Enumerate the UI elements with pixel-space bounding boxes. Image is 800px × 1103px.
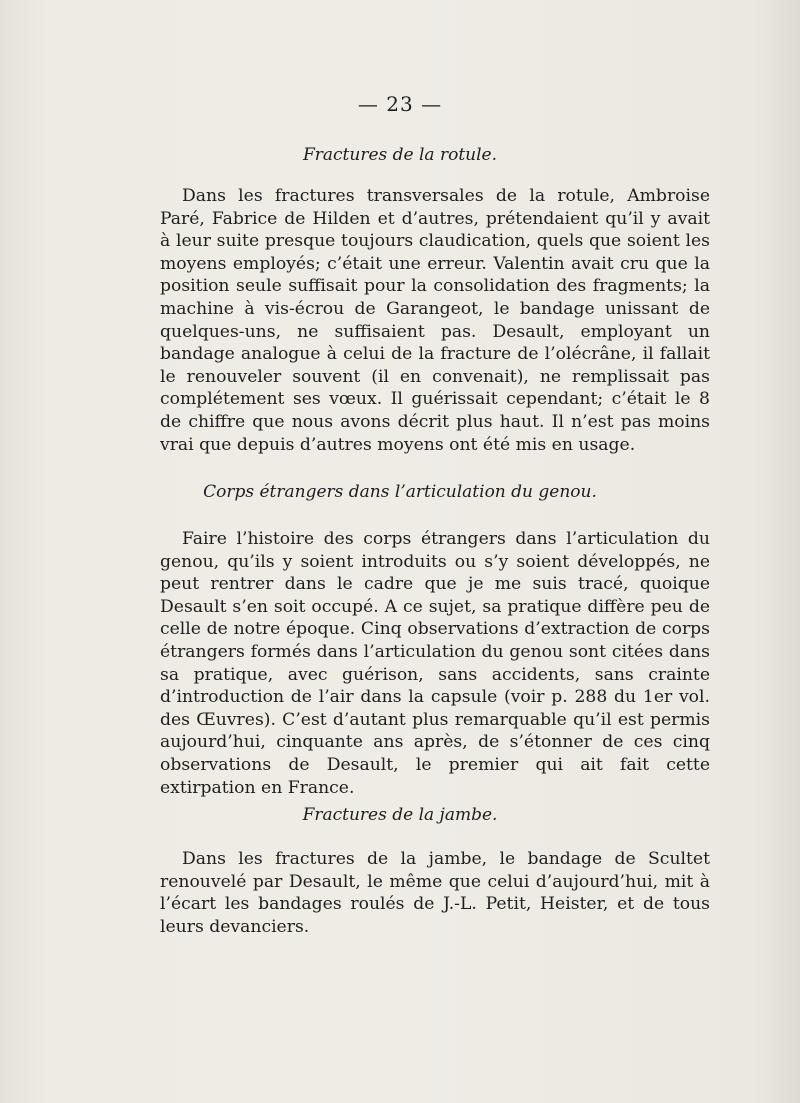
paragraph-corps-etrangers: Faire l’histoire des corps étrangers dans l’articulation du genou, qu’ils y soient introduits ou s’y soient développés, ne peut rentrer dans le cadre que je me suis tracé, quoique Desault s’en soit occupé. A ce sujet, sa pratique diffère peu de celle de notre époque. Cinq observations d’extraction de corps étrangers formés dans l’articulation du genou sont citées dans sa pratique, avec guérison, sans accidents, sans crainte d’introduction de l’air dans la capsule (voir p. 288 du 1er vol. des Œuvres). C’est d’autant plus remarquable qu’il est permis aujourd’hui, cinquante ans après, de s’étonner de ces cinq observations de Desault, le premier qui ait fait cette extirpation en France.	[160, 529, 710, 798]
section-heading-corps-etrangers: Corps étrangers dans l’articulation du genou.	[203, 482, 597, 502]
section-heading-rotule: Fractures de la rotule.	[302, 145, 498, 165]
paragraph-rotule: Dans les fractures transversales de la rotule, Ambroise Paré, Fabrice de Hilden et d’autres, prétendaient qu’il y avait à leur suite presque toujours claudication, quels que soient les moyens employés; c’était une erreur. Valentin avait cru que la position seule suffisait pour la consolidation des fragments; la machine à vis-écrou de Garangeot, le bandage unissant de quelques-uns, ne suffisaient pas. Desault, employant un bandage analogue à celui de la fracture de l’olécrâne, il fallait le renouveler souvent (il en convenait), ne remplissait pas complétement ses vœux. Il guérissait cependant; c’était le 8 de chiffre que nous avons décrit plus haut. Il n’est pas moins vrai que depuis d’autres moyens ont été mis en usage.	[160, 186, 710, 455]
paragraph-jambe: Dans les fractures de la jambe, le bandage de Scultet renouvelé par Desault, le même que celui d’aujourd’hui, mit à l’écart les bandages roulés de J.-L. Petit, Heister, et de tous leurs devanciers.	[160, 849, 710, 937]
section-heading-jambe: Fractures de la jambe.	[302, 805, 498, 825]
page-number: — 23 —	[357, 92, 443, 116]
